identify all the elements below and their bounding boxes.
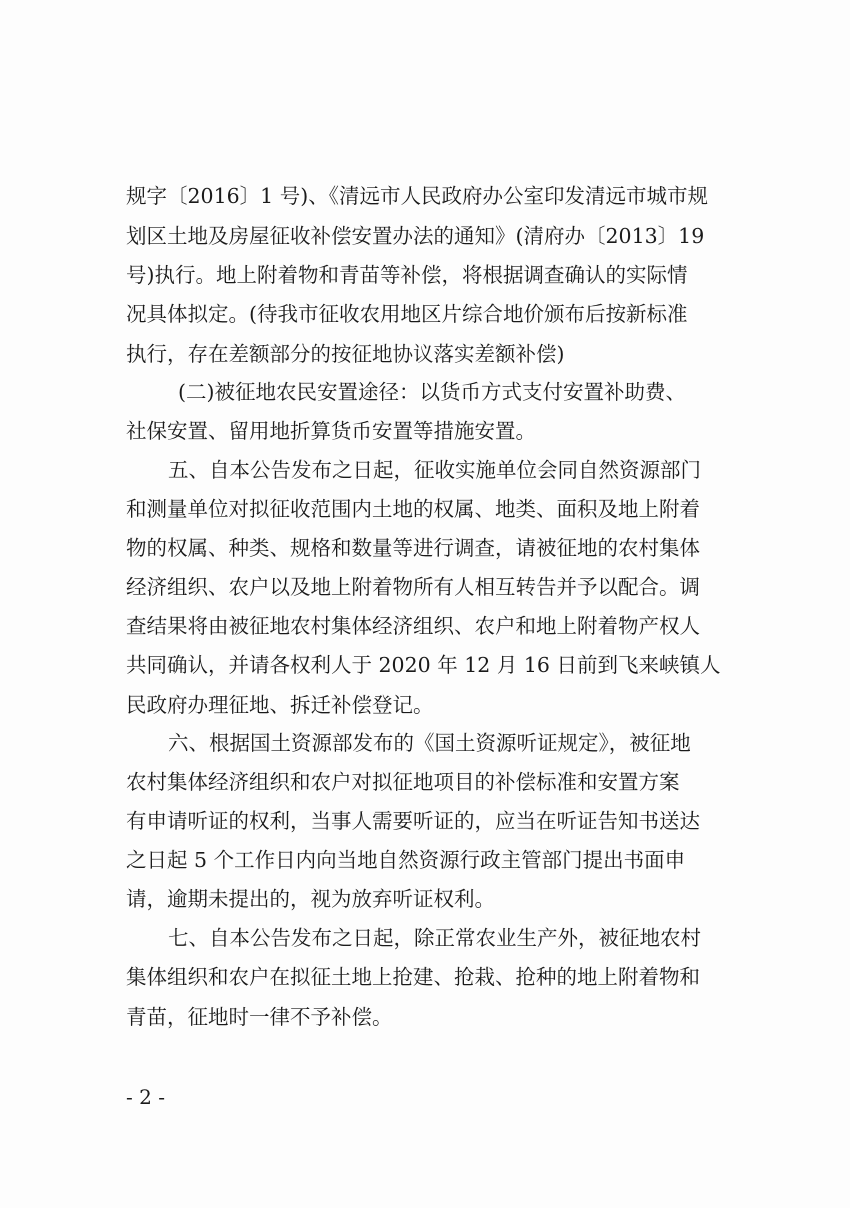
page-number: - 2 - (126, 1085, 165, 1109)
text-line: 请，逾期未提出的，视为放弃听证权利。 (126, 887, 495, 911)
text-line: 执行，存在差额部分的按征地协议落实差额补偿) (126, 342, 565, 366)
text-line: 有申请听证的权利，当事人需要听证的，应当在听证告知书送达 (126, 809, 700, 833)
text-line: 规字〔2016〕1 号)、《清远市人民政府办公室印发清远市城市规 (126, 184, 708, 208)
text-line: 民政府办理征地、拆迁补偿登记。 (126, 693, 434, 717)
text-line: 和测量单位对拟征收范围内土地的权属、地类、面积及地上附着 (126, 497, 700, 521)
text-line: 物的权属、种类、规格和数量等进行调查，请被征地的农村集体 (126, 536, 700, 560)
text-line: 划区土地及房屋征收补偿安置办法的通知》(清府办〔2013〕19 (126, 224, 705, 248)
text-line: 号)执行。地上附着物和青苗等补偿，将根据调查确认的实际情 (126, 263, 688, 287)
text-line: 青苗，征地时一律不予补偿。 (126, 1005, 393, 1029)
text-line: (二)被征地农民安置途径：以货币方式支付安置补助费、 (178, 380, 686, 404)
text-line: 五、自本公告发布之日起，征收实施单位会同自然资源部门 (168, 458, 701, 482)
text-line: 社保安置、留用地折算货币安置等措施安置。 (126, 419, 536, 443)
text-line: 农村集体经济组织和农户对拟征地项目的补偿标准和安置方案 (126, 770, 680, 794)
text-line: 之日起 5 个工作日内向当地自然资源行政主管部门提出书面申 (126, 848, 686, 872)
text-line: 经济组织、农户以及地上附着物所有人相互转告并予以配合。调 (126, 575, 700, 599)
text-line: 六、根据国土资源部发布的《国土资源听证规定》，被征地 (168, 731, 691, 755)
text-line: 共同确认，并请各权利人于 2020 年 12 月 16 日前到飞来峡镇人 (126, 653, 721, 677)
text-line: 查结果将由被征地农村集体经济组织、农户和地上附着物产权人 (126, 614, 700, 638)
text-line: 七、自本公告发布之日起，除正常农业生产外，被征地农村 (168, 926, 701, 950)
text-line: 集体组织和农户在拟征土地上抢建、抢栽、抢种的地上附着物和 (126, 965, 700, 989)
text-line: 况具体拟定。(待我市征收农用地区片综合地价颁布后按新标准 (126, 302, 688, 326)
